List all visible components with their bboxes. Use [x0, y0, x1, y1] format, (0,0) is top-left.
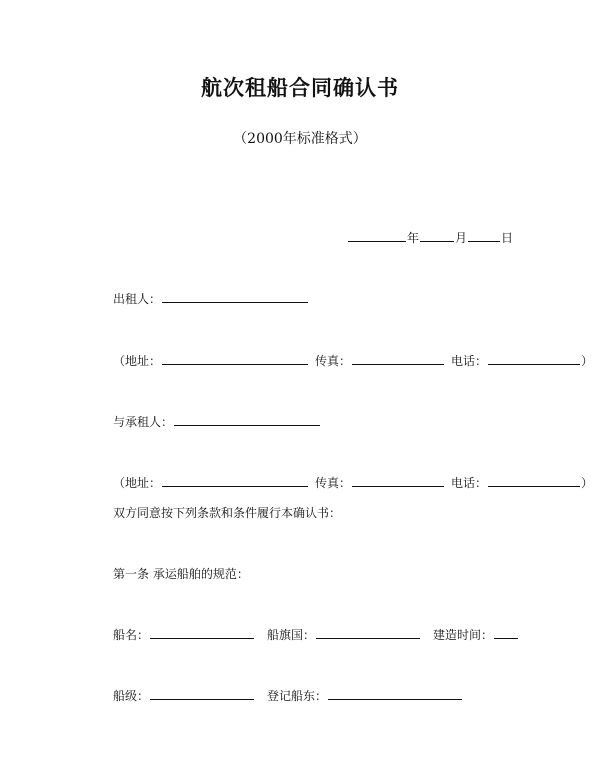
- charterer-phone-label: 电话：: [451, 476, 488, 490]
- owner-address-label: （地址：: [113, 354, 162, 368]
- owner-line: [113, 290, 309, 307]
- owner-label: 出租人：: [113, 292, 162, 306]
- document-subtitle: （2000年标准格式）: [233, 131, 367, 147]
- owner-field[interactable]: [162, 290, 308, 303]
- registered-owner-label: 登记船东：: [267, 689, 328, 703]
- flag-label: 船旗国：: [267, 628, 316, 642]
- owner-address-line: [113, 352, 593, 369]
- owner-phone-label: 电话：: [451, 354, 488, 368]
- build-time-field[interactable]: [494, 626, 518, 639]
- charterer-line: [113, 413, 321, 430]
- owner-fax-label: 传真：: [315, 354, 352, 368]
- charterer-address-label: （地址：: [113, 476, 162, 490]
- owner-fax-field[interactable]: [352, 352, 444, 365]
- registered-owner-field[interactable]: [328, 687, 462, 700]
- class-field[interactable]: [150, 687, 254, 700]
- class-label: 船级：: [113, 689, 150, 703]
- date-month-blank[interactable]: [420, 229, 454, 242]
- date-day-blank[interactable]: [468, 229, 500, 242]
- charterer-address-field[interactable]: [162, 474, 308, 487]
- charterer-address-line: [113, 474, 593, 491]
- document-title: 航次租船合同确认书: [201, 75, 399, 100]
- article1-title: 第一条 承运船舶的规范：: [113, 567, 249, 581]
- charterer-fax-field[interactable]: [352, 474, 444, 487]
- charterer-field[interactable]: [174, 413, 320, 426]
- charterer-phone-field[interactable]: [488, 474, 580, 487]
- owner-close-paren: ）: [581, 354, 594, 368]
- vessel-name-label: 船名：: [113, 628, 150, 642]
- date-day-label: 日: [501, 231, 514, 245]
- agreement-text: 双方同意按下列条款和条件履行本确认书：: [113, 506, 342, 520]
- flag-field[interactable]: [316, 626, 420, 639]
- build-time-label: 建造时间：: [433, 628, 494, 642]
- charterer-label: 与承租人：: [113, 415, 174, 429]
- vessel-line: [113, 626, 519, 643]
- charterer-close-paren: ）: [581, 476, 594, 490]
- charterer-fax-label: 传真：: [315, 476, 352, 490]
- owner-address-field[interactable]: [162, 352, 308, 365]
- vessel-name-field[interactable]: [150, 626, 254, 639]
- owner-phone-field[interactable]: [488, 352, 580, 365]
- date-line: [347, 229, 513, 246]
- date-month-label: 月: [455, 231, 468, 245]
- date-year-blank[interactable]: [348, 229, 406, 242]
- class-line: [113, 687, 463, 704]
- date-year-label: 年: [407, 231, 420, 245]
